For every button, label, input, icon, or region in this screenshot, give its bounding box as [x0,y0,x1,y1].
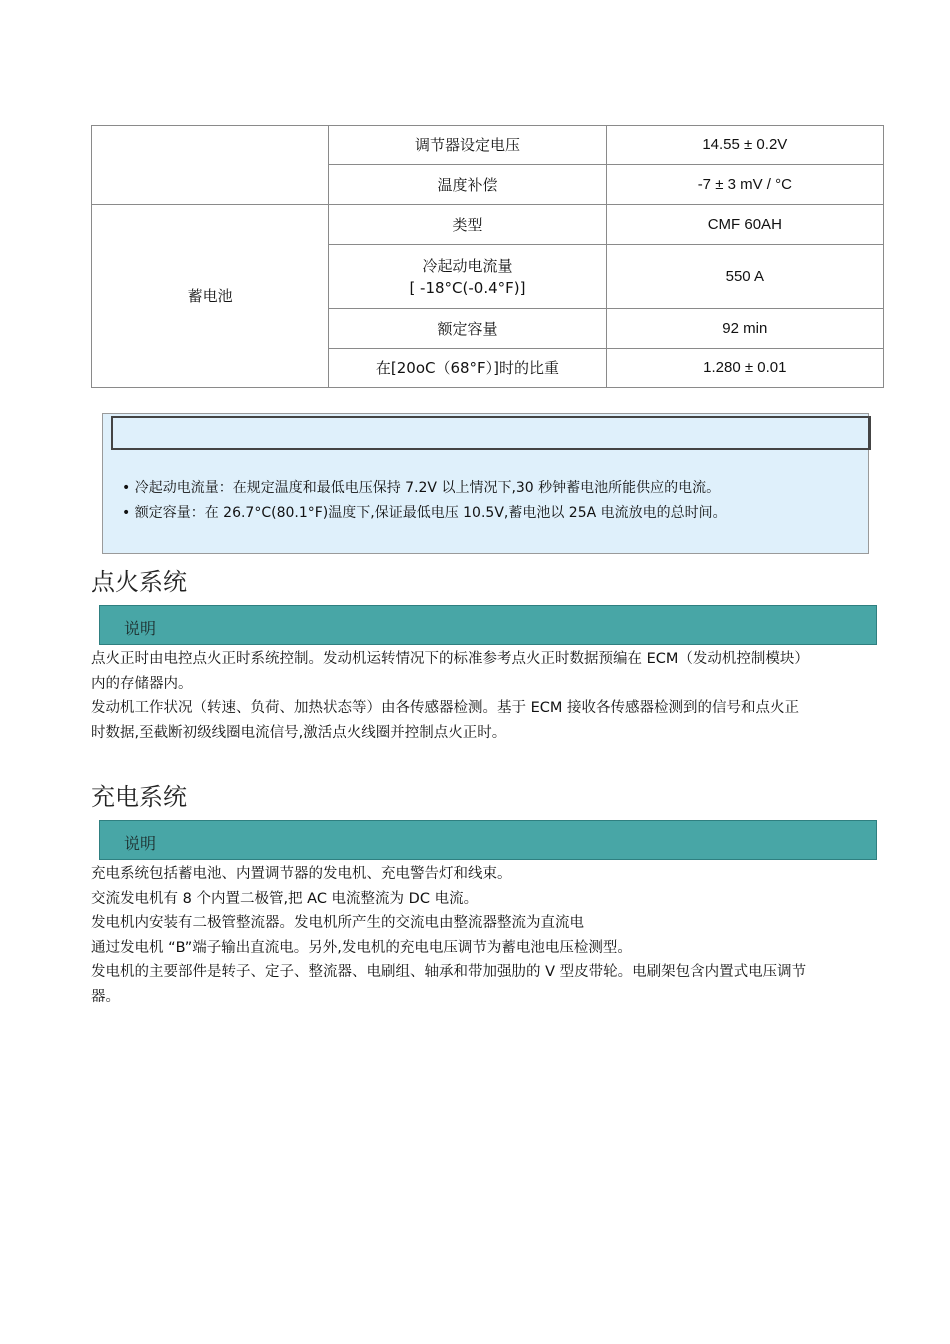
charging-title: 充电系统 [91,783,187,811]
param-cell: 额定容量 [329,309,606,349]
ignition-paragraph [91,647,881,745]
text-line: 内的存储器内。 [91,675,193,692]
table-row [92,126,884,165]
note-box [102,413,869,554]
text-line: 发动机工作状况（转速、负荷、加热状态等）由各传感器检测。基于 ECM 接收各传感器检测到的信号和点火正 [91,700,800,716]
param-cell: 调节器设定电压 [329,126,606,165]
value-cell: 1.280 ± 0.01 [606,349,883,388]
note-line: • 冷起动电流量：在规定温度和最低电压保持 7.2V 以上情况下,30 秒钟蓄电池所能供应的电流。 [122,480,721,496]
text-line: 点火正时由电控点火正时系统控制。发动机运转情况下的标准参考点火正时数据预编在 ECM（发动机控制模块） [91,651,809,667]
ignition-title: 点火系统 [91,568,187,596]
param-line: [ -18°C(-0.4°F)] [409,278,526,297]
text-line: 发电机的主要部件是转子、定子、整流器、电刷组、轴承和带加强肋的 V 型皮带轮。电刷架包含内置式电压调节 [91,964,807,980]
value-cell: -7 ± 3 mV / °C [606,165,883,205]
param-line: 冷起动电流量 [422,256,513,275]
text-line: 发电机内安装有二极管整流器。发电机所产生的交流电由整流器整流为直流电 [91,915,584,931]
param-cell: 温度补偿 [329,165,606,205]
empty-group-cell [92,126,329,205]
text-line: 通过发电机 “B”端子输出直流电。另外,发电机的充电电压调节为蓄电池电压检测型。 [91,939,632,956]
value-cell: 92 min [606,309,883,349]
charging-paragraph [91,862,881,1009]
bar-label: 说明 [124,619,157,638]
table-row [92,205,884,245]
charging-description-bar [99,820,877,860]
bar-label: 说明 [124,834,157,853]
value-cell: CMF 60AH [606,205,883,245]
text-line: 充电系统包括蓄电池、内置调节器的发电机、充电警告灯和线束。 [91,866,512,882]
value-cell: 550 A [606,245,883,309]
ignition-description-bar [99,605,877,645]
note-header [111,416,871,450]
value-cell: 14.55 ± 0.2V [606,126,883,165]
param-cell: 类型 [329,205,606,245]
param-cell [329,245,606,309]
param-cell: 在[20oC（68°F）]时的比重 [329,349,606,388]
text-line: 器。 [91,988,120,1005]
note-line: • 额定容量：在 26.7°C(80.1°F)温度下,保证最低电压 10.5V,蓄电池以 25A 电流放电的总时间。 [122,505,727,521]
spec-table [91,125,884,388]
text-line: 交流发电机有 8 个内置二极管,把 AC 电流整流为 DC 电流。 [91,890,479,907]
group-cell-battery: 蓄电池 [92,205,329,388]
note-lines [122,476,727,526]
text-line: 时数据,至截断初级线圈电流信号,激活点火线圈并控制点火正时。 [91,724,507,741]
